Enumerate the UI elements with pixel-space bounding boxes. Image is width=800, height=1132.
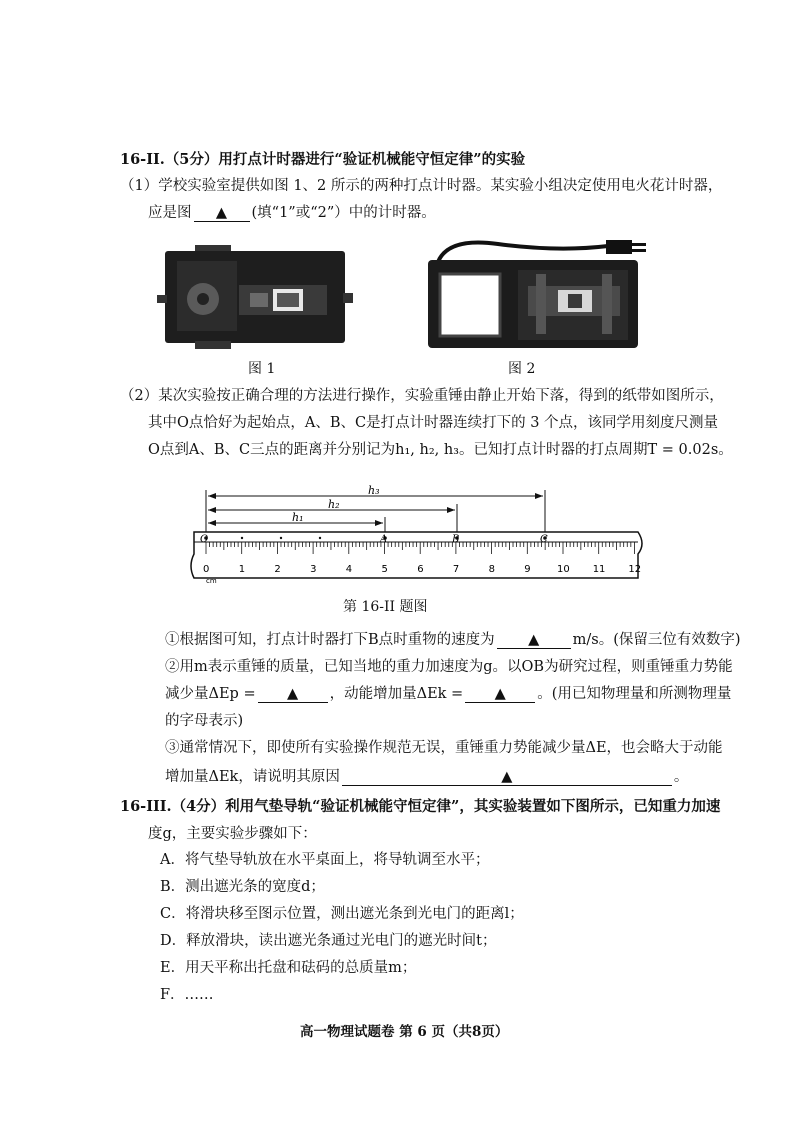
ruler-tick-label: 10 <box>557 564 570 575</box>
question-16-2-header: 16-II.（5分）用打点计时器进行“验证机械能守恒定律”的实验 <box>120 151 526 168</box>
part-2-line-1: （2）某次实验按正确合理的方法进行操作，实验重锤由静止开始下落，得到的纸带如图所示， <box>120 388 724 404</box>
ruler-tick-label: 6 <box>417 564 424 575</box>
h2-label: h₂ <box>328 498 340 511</box>
ruler-tick-label: 4 <box>345 564 353 575</box>
subquestion-1: ①根据图可知，打点计时器打下B点时重物的速度为 ▲ m/s。(保留三位有效数字) <box>165 632 741 648</box>
part-1-line-1: （1）学校实验室提供如图 1、2 所示的两种打点计时器。某实验小组决定使用电火花计时器， <box>120 178 723 194</box>
part-2-line-2: 其中O点恰好为起始点，A、B、C是打点计时器连续打下的 3 个点，该同学用刻度尺测量 <box>148 415 719 431</box>
step-d: D．释放滑块，读出遮光条通过光电门的遮光时间t； <box>160 933 497 949</box>
step-e: E．用天平称出托盘和砝码的总质量m； <box>160 960 417 976</box>
subquestion-2-line-1: ②用m表示重锤的质量，已知当地的重力加速度为g。以OB为研究过程，则重锤重力势能 <box>165 659 733 675</box>
answer-blank-velocity[interactable]: ▲ <box>497 632 571 649</box>
h1-label: h₁ <box>292 511 304 524</box>
answer-blank-reason[interactable]: ▲ <box>342 769 672 786</box>
subquestion-2-line-3: 的字母表示) <box>165 713 244 729</box>
answer-blank-kinetic[interactable]: ▲ <box>465 686 535 703</box>
ruler-tick-label: 8 <box>488 564 495 575</box>
answer-blank-potential[interactable]: ▲ <box>258 686 328 703</box>
answer-blank-1[interactable]: ▲ <box>194 205 250 222</box>
figure-2-caption: 图 2 <box>508 361 536 377</box>
ruler-tick-label: 2 <box>274 564 281 575</box>
question-16-3-header: 16-III.（4分）利用气垫导轨“验证机械能守恒定律”，其实验装置如下图所示，已知重力加速 <box>120 798 721 815</box>
step-c: C．将滑块移至图示位置，测出遮光条到光电门的距离l； <box>160 906 524 922</box>
subquestion-3-line-1: ③通常情况下，即使所有实验操作规范无误，重锤重力势能减少量ΔE，也会略大于动能 <box>165 740 723 756</box>
ruler-figure-caption: 第 16-II 题图 <box>343 599 428 615</box>
page-footer: 高一物理试题卷 第 6 页（共8页） <box>300 1024 509 1040</box>
figure-2-timer-image <box>418 232 658 352</box>
h3-label: h₃ <box>368 484 380 497</box>
ruler-unit-label: cm <box>206 577 217 584</box>
ruler-tick-label: 7 <box>452 564 460 575</box>
step-b: B．测出遮光条的宽度d； <box>160 879 325 895</box>
part-2-line-3: O点到A、B、C三点的距离并分别记为h₁, h₂, h₃。已知打点计时器的打点周期T = 0.02s。 <box>148 442 733 458</box>
tape-dot <box>241 537 243 539</box>
ruler-tick-label: 3 <box>310 564 317 575</box>
ruler-tick-label: 12 <box>628 564 642 575</box>
ruler-tick-label: 9 <box>524 564 531 575</box>
ruler-tick-label: 5 <box>381 564 388 575</box>
subquestion-2-line-2: 减少量ΔEp = ▲ ，动能增加量ΔEk = ▲ 。(用已知物理量和所测物理量 <box>165 686 732 702</box>
point-c-label: C <box>540 534 548 545</box>
figure-1-timer-image <box>155 243 355 353</box>
ruler-tape-figure <box>180 484 660 584</box>
part-1-line-2: 应是图 ▲ (填“1”或“2”）中的计时器。 <box>148 205 436 221</box>
tape-dot <box>319 537 321 539</box>
step-a: A．将气垫导轨放在水平桌面上，将导轨调至水平； <box>160 852 490 868</box>
point-b-label: B <box>452 534 460 545</box>
tape-dot <box>280 537 282 539</box>
point-o-label: O <box>200 534 209 545</box>
subquestion-3-line-2: 增加量ΔEk，请说明其原因 ▲ 。 <box>165 769 689 785</box>
point-a-label: A <box>380 534 388 545</box>
step-f: F．…… <box>160 987 214 1003</box>
question-16-3-line-2: 度g，主要实验步骤如下： <box>148 826 317 842</box>
ruler-tick-label: 1 <box>238 564 246 575</box>
ruler-tick-label: 0 <box>203 564 210 575</box>
ruler-tick-label: 11 <box>592 564 606 575</box>
figure-1-caption: 图 1 <box>248 361 276 377</box>
